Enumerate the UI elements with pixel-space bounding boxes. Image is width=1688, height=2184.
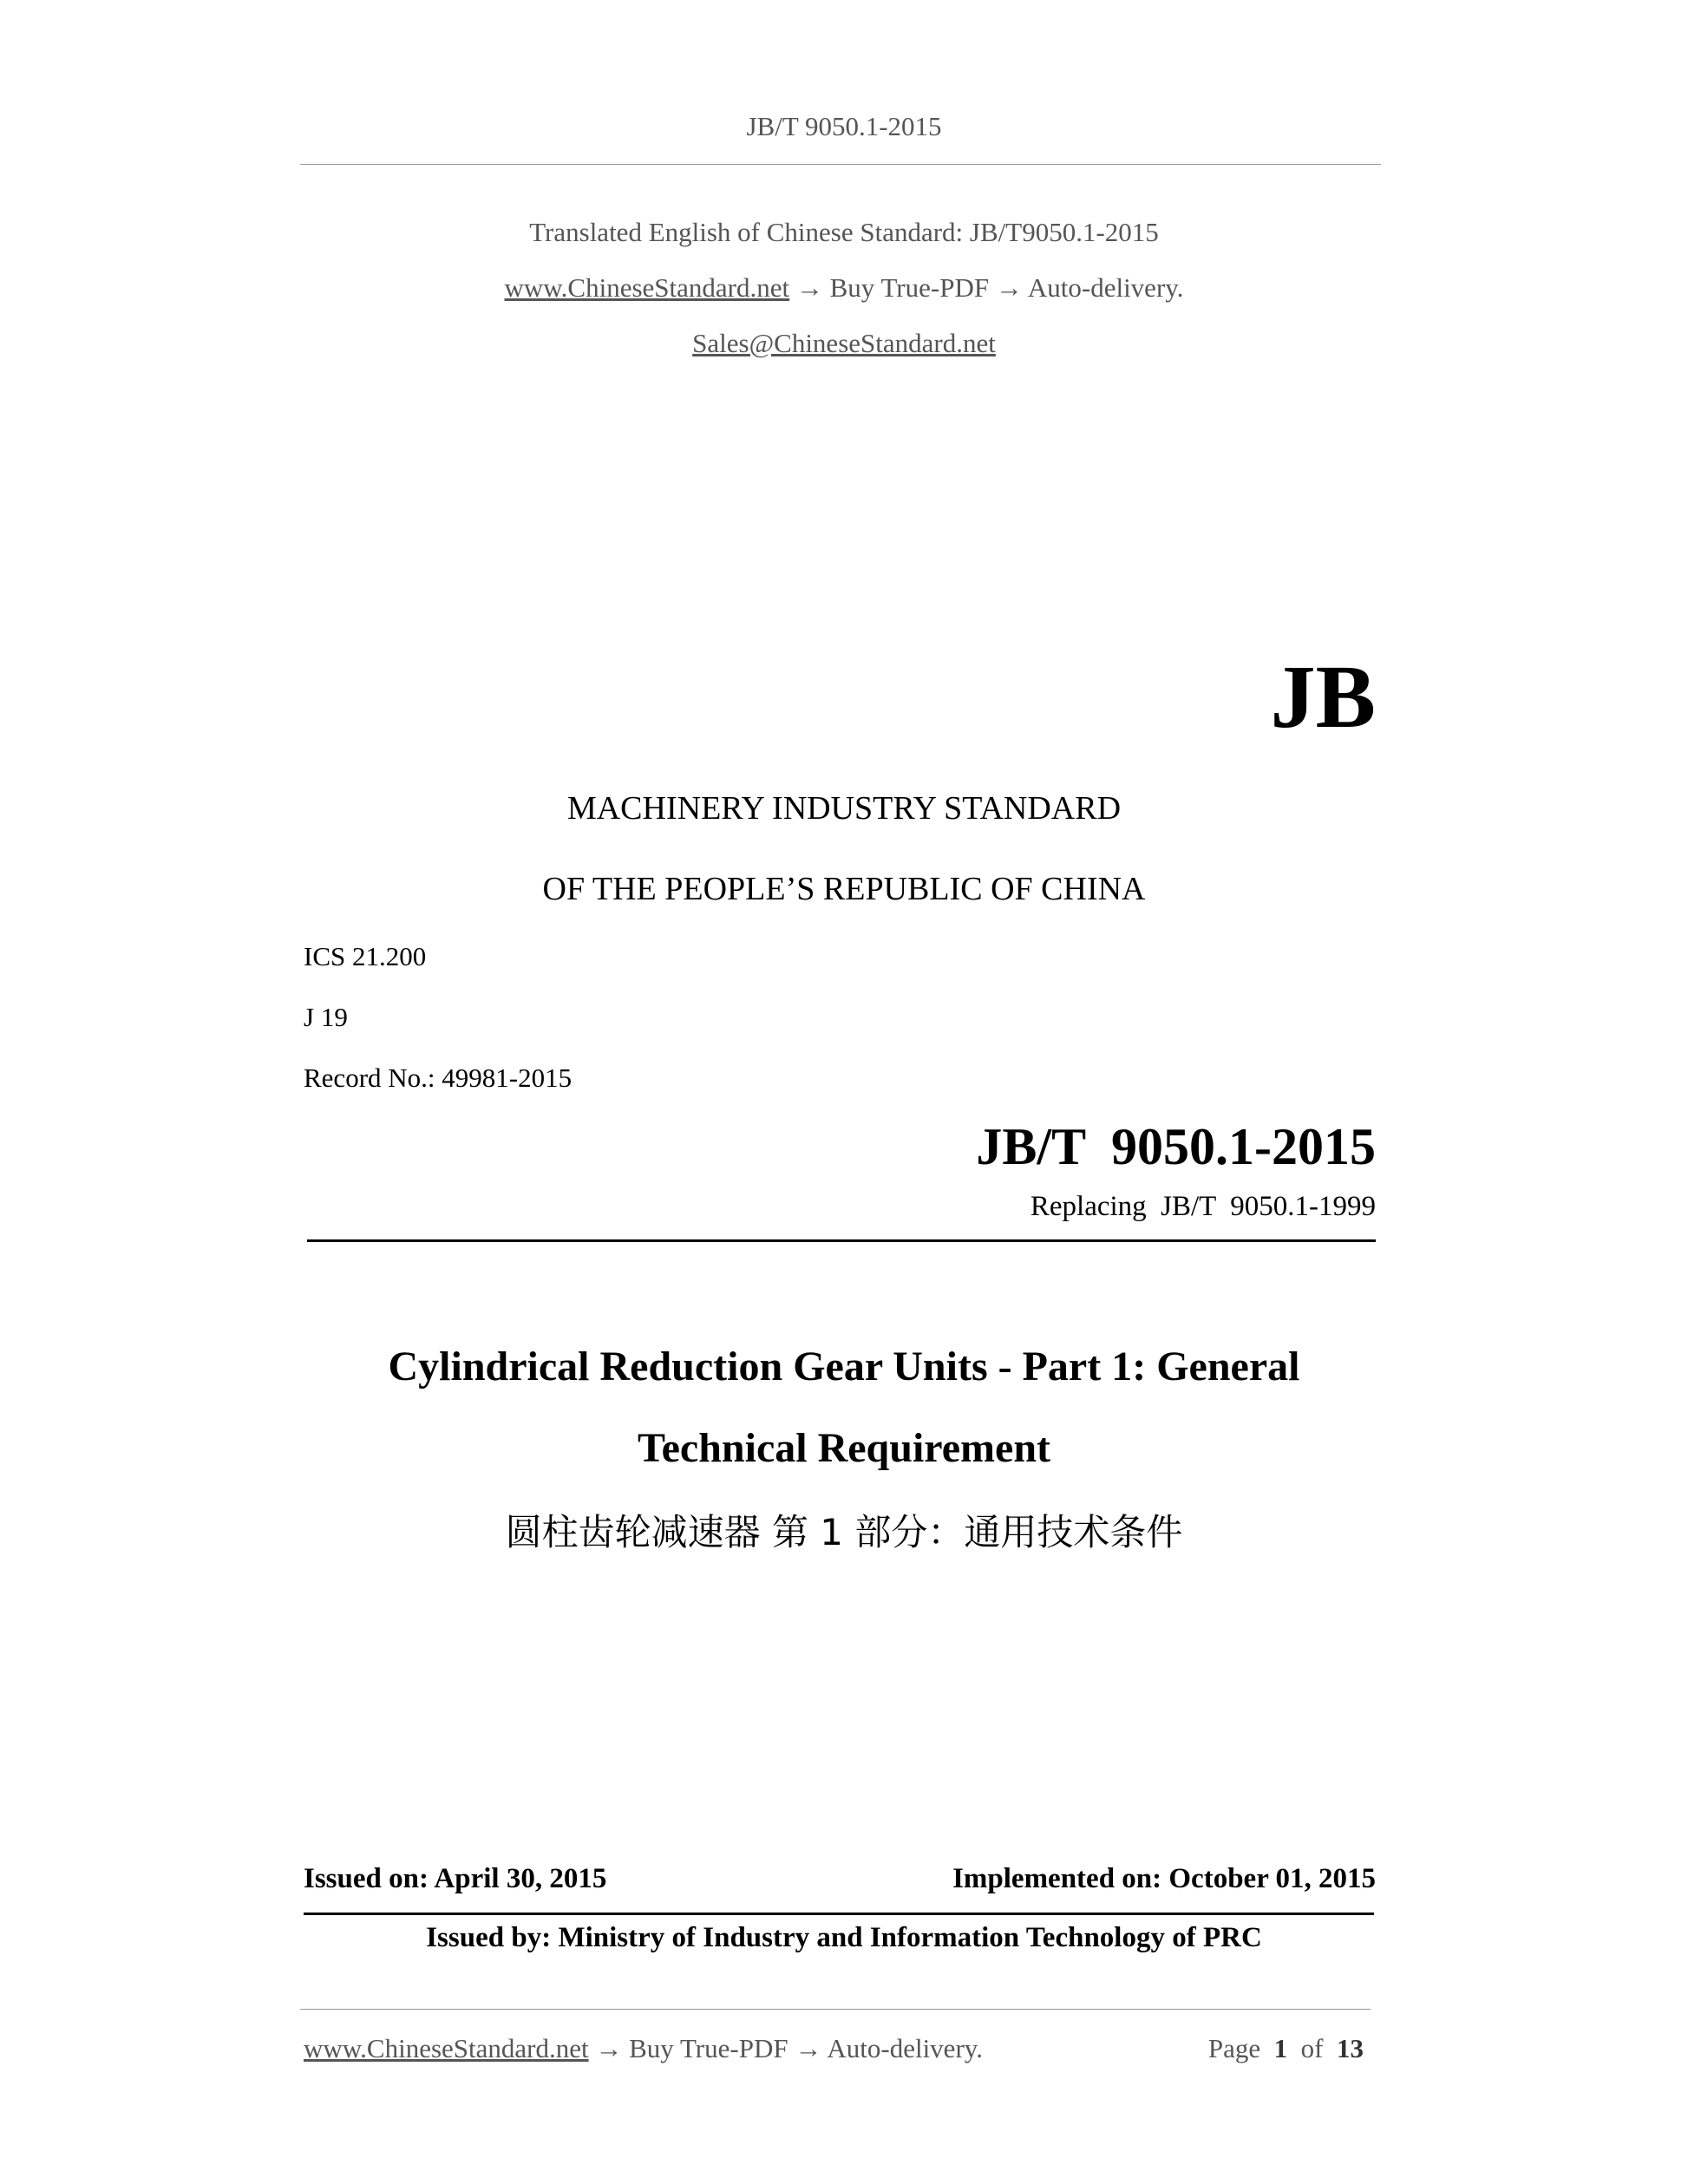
implemented-on-date: Implemented on: October 01, 2015 [952, 1863, 1376, 1894]
document-number: JB/T 9050.1-2015 [976, 1118, 1376, 1175]
header-divider [300, 164, 1381, 165]
issued-on-date: Issued on: April 30, 2015 [304, 1863, 607, 1894]
title-divider [307, 1239, 1376, 1242]
footer-purchase-line [304, 2033, 983, 2064]
page-total: 13 [1337, 2033, 1364, 2063]
ccs-code: J 19 [304, 1002, 348, 1032]
standard-category-line1: MACHINERY INDUSTRY STANDARD [566, 790, 1122, 827]
footer-site-link[interactable]: www.ChineseStandard.net [304, 2033, 589, 2063]
ics-code: ICS 21.200 [304, 941, 427, 971]
footer-divider [300, 2009, 1371, 2010]
banner-translation-note: Translated English of Chinese Standard: JB/T9050.1-2015 [529, 217, 1159, 247]
chinese-title: 圆柱齿轮减速器 第 1 部分：通用技术条件 [505, 1511, 1183, 1553]
record-number: Record No.: 49981-2015 [304, 1063, 572, 1093]
page-indicator [1208, 2033, 1364, 2064]
issued-divider [304, 1913, 1374, 1915]
issuing-authority: Issued by: Ministry of Industry and Information Technology of PRC [426, 1922, 1262, 1953]
page-current: 1 [1273, 2033, 1288, 2063]
jb-standard-mark: JB [1270, 647, 1376, 747]
banner-purchase-text: → Buy True-PDF → Auto-delivery. [789, 272, 1184, 303]
banner-email-line [0, 328, 1688, 359]
page-of: of [1300, 2033, 1324, 2063]
english-title-line2: Technical Requirement [638, 1425, 1050, 1471]
replacing-standard: Replacing JB/T 9050.1-1999 [1030, 1191, 1376, 1222]
page-label: Page [1207, 2033, 1261, 2063]
english-title-line1: Cylindrical Reduction Gear Units - Part 1: General [388, 1344, 1300, 1390]
banner-purchase-line [0, 272, 1688, 304]
banner-site-link[interactable]: www.ChineseStandard.net [504, 272, 790, 303]
running-header: JB/T 9050.1-2015 [746, 111, 942, 141]
banner-email-link[interactable]: Sales@ChineseStandard.net [692, 328, 996, 358]
footer-purchase-text: → Buy True-PDF → Auto-delivery. [588, 2033, 983, 2063]
standard-category-line2: OF THE PEOPLE’S REPUBLIC OF CHINA [542, 871, 1146, 907]
